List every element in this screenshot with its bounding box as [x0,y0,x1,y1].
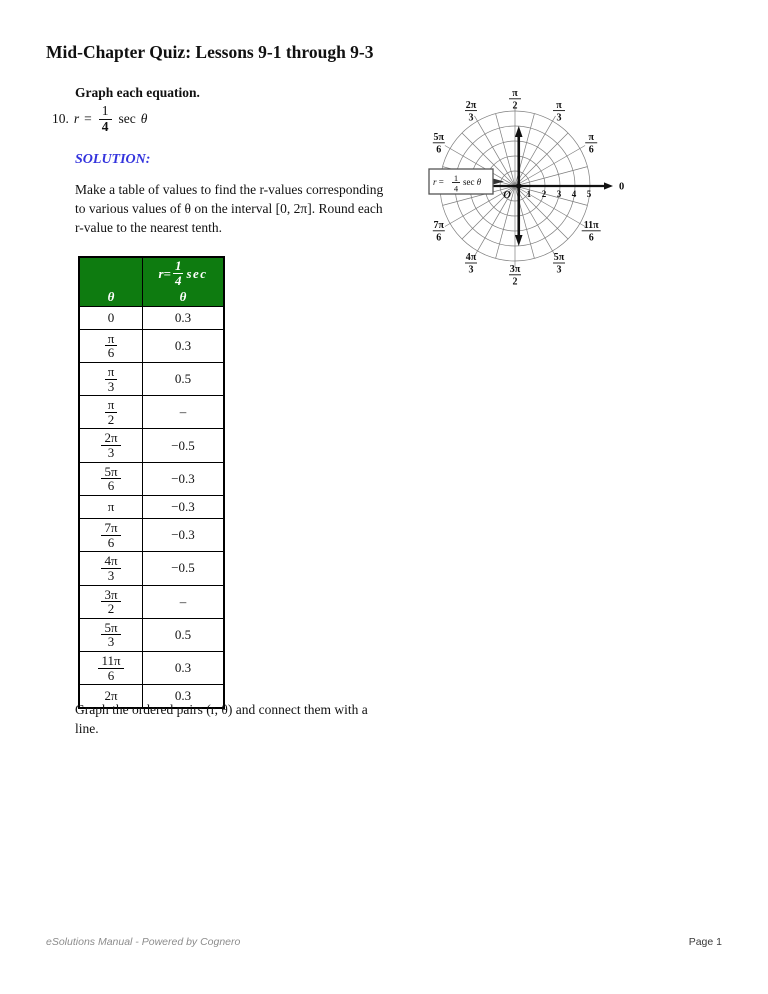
table-row [79,362,224,395]
values-table [78,256,225,709]
svg-text:π: π [556,99,562,111]
theta-cell: $\frac{2\pi}{3}$ [79,429,143,462]
svg-text:3: 3 [556,264,562,276]
svg-text:6: 6 [436,232,442,244]
r-cell: – [143,585,225,618]
svg-text:5π: 5π [553,252,565,264]
values-table-body [79,306,224,708]
theta-cell: $\frac{5\pi}{6}$ [79,462,143,495]
page-footer [46,936,722,948]
r-cell: – [143,396,225,429]
table-row [79,652,224,685]
polar-graph-figure [425,86,631,292]
table-row [79,618,224,651]
svg-text:1: 1 [526,189,532,199]
section-instruction: Graph each equation. [75,85,200,100]
theta-cell: $\frac{\pi}{2}$ [79,396,143,429]
svg-text:0: 0 [619,181,625,193]
svg-text:2: 2 [541,189,547,199]
theta-column-header: θ [79,257,143,306]
r-cell: 0.3 [143,329,225,362]
svg-text:3: 3 [556,112,562,124]
solution-label: SOLUTION: [75,152,151,167]
svg-text:O: O [503,190,511,201]
equation-function: sec [118,111,136,127]
r-cell: 0.5 [143,618,225,651]
svg-text:sec θ: sec θ [463,177,482,187]
theta-cell: 0 [79,306,143,329]
svg-text:2: 2 [512,276,518,288]
equation-fraction: $\frac{1}{4}$ [99,104,112,135]
equation-argument: θ [140,111,148,127]
table-row [79,396,224,429]
svg-text:3: 3 [468,112,474,124]
footer-page-number: Page 1 [688,936,722,948]
theta-cell: $\frac{5\pi}{3}$ [79,618,143,651]
svg-text:r =: r = [433,177,444,187]
svg-text:3: 3 [556,189,562,199]
header-fraction: $\frac{1}{4}$ [174,258,182,289]
svg-text:3π: 3π [509,264,521,275]
svg-text:4: 4 [453,183,459,194]
solution-paragraph: Make a table of values to find the r-values corresponding to various values of θ on the interval [0, 2π]. Round each r-value to the nearest tenth. [75,182,384,235]
svg-text:2: 2 [512,100,518,112]
r-cell: −0.3 [143,519,225,552]
footer-brand: eSolutions Manual - Powered by Cognero [46,936,241,948]
table-row [79,552,224,585]
table-row [79,462,224,495]
svg-text:6: 6 [588,232,594,244]
table-header-row [79,257,224,306]
page-title: Mid-Chapter Quiz: Lessons 9-1 through 9-3 [46,42,374,62]
svg-text:3: 3 [468,264,474,276]
r-cell: 0.3 [143,306,225,329]
theta-cell: π [79,496,143,519]
equation-equals: = [84,111,92,127]
svg-text:5: 5 [586,189,592,199]
r-cell: −0.3 [143,462,225,495]
equation-lhs: r [73,111,80,127]
svg-text:4π: 4π [465,252,477,264]
theta-cell: $\frac{7\pi}{6}$ [79,519,143,552]
closing-paragraph: Graph the ordered pairs (r, θ) and connect them with a line. [75,702,368,736]
theta-cell: $\frac{\pi}{6}$ [79,329,143,362]
table-row [79,519,224,552]
r-cell: −0.5 [143,429,225,462]
table-row [79,585,224,618]
svg-text:4: 4 [571,189,577,199]
svg-text:5π: 5π [433,132,445,143]
problem-10 [52,104,147,135]
theta-cell: $\frac{11\pi}{6}$ [79,652,143,685]
svg-text:1: 1 [453,173,459,183]
svg-text:π: π [588,132,594,143]
r-cell: 0.3 [143,685,225,709]
table-row [79,496,224,519]
r-cell: −0.5 [143,552,225,585]
polar-grid-svg [425,86,631,292]
theta-cell: $\frac{3\pi}{2}$ [79,585,143,618]
svg-text:π: π [512,88,518,99]
svg-text:6: 6 [436,144,442,156]
table-row [79,329,224,362]
r-cell: 0.3 [143,652,225,685]
theta-cell: $\frac{4\pi}{3}$ [79,552,143,585]
table-row [79,306,224,329]
theta-cell: $\frac{\pi}{3}$ [79,362,143,395]
r-cell: −0.3 [143,496,225,519]
r-cell: 0.5 [143,362,225,395]
table-row [79,429,224,462]
svg-text:7π: 7π [433,220,445,231]
r-column-header: r = $\frac{1}{4}$ sec θ [143,257,225,306]
svg-text:6: 6 [588,144,594,156]
svg-text:11π: 11π [583,220,599,231]
theta-cell: 2π [79,685,143,709]
problem-number: 10. [52,111,69,127]
svg-text:2π: 2π [465,99,477,111]
